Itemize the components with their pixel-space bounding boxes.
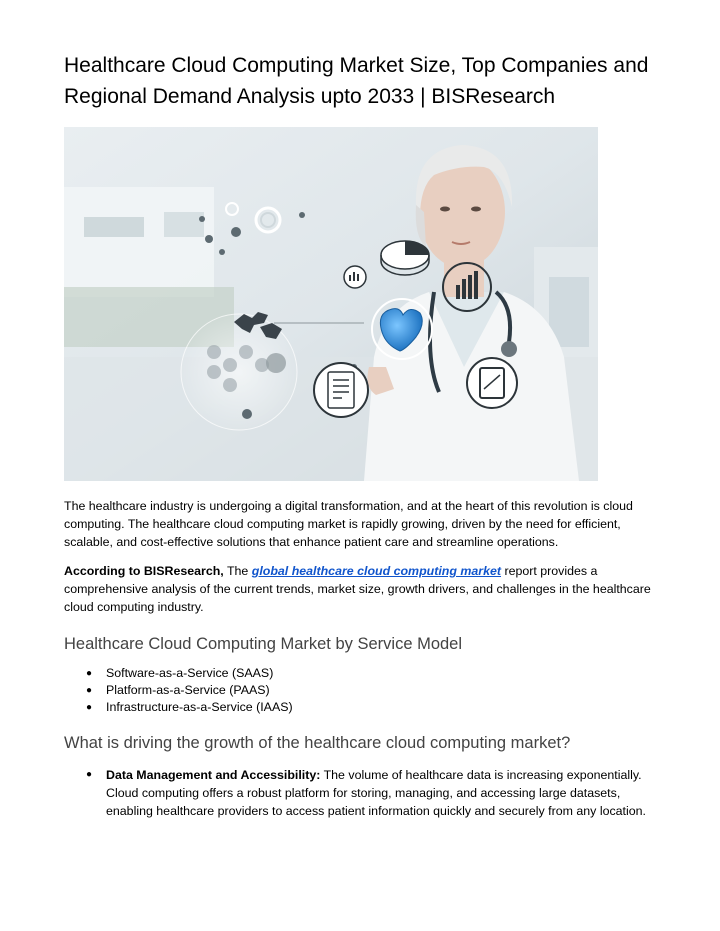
document-page [64, 50, 664, 820]
bullet-icon: ● [86, 668, 93, 679]
list-item: ● Software-as-a-Service (SAAS) [86, 666, 274, 680]
according-lead: According to BISResearch, [64, 564, 224, 578]
driver-text: The volume of healthcare data is increasing exponentially. Cloud computing offers a robust platform for storing, managing, and accessing large datasets, enabling healthcare providers to access patient information quickly and securely from any location. [106, 768, 646, 818]
service-model-heading: Healthcare Cloud Computing Market by Service Model [64, 635, 463, 653]
list-item: ● Infrastructure-as-a-Service (IAAS) [86, 700, 293, 714]
bullet-icon: ● [86, 769, 93, 780]
hero-image [64, 127, 598, 481]
list-item: ● Platform-as-a-Service (PAAS) [86, 683, 270, 697]
driver-title: Data Management and Accessibility: [106, 768, 321, 782]
page-title: Healthcare Cloud Computing Market Size, Top Companies and Regional Demand Analysis upto 2033 | BISResearch [64, 54, 649, 108]
bullet-icon: ● [86, 685, 93, 696]
market-report-link[interactable]: global healthcare cloud computing market [251, 564, 502, 578]
bullet-icon: ● [86, 702, 93, 713]
intro-paragraph: The healthcare industry is undergoing a digital transformation, and at the heart of this revolution is cloud computing. The healthcare cloud computing market is rapidly growing, driven by the need for efficient, scalable, and cost-effective solutions that enhance patient care and streamline operations. [64, 499, 633, 549]
according-post: report provides a comprehensive analysis of the current trends, market size, growth drivers, and challenges in the healthcare cloud computing industry. [64, 564, 651, 614]
service-model-list [64, 665, 664, 716]
according-paragraph [64, 562, 664, 616]
according-pre: The [223, 564, 252, 578]
growth-drivers-list [64, 766, 664, 820]
list-item [64, 766, 664, 820]
growth-drivers-heading: What is driving the growth of the healthcare cloud computing market? [64, 734, 571, 752]
